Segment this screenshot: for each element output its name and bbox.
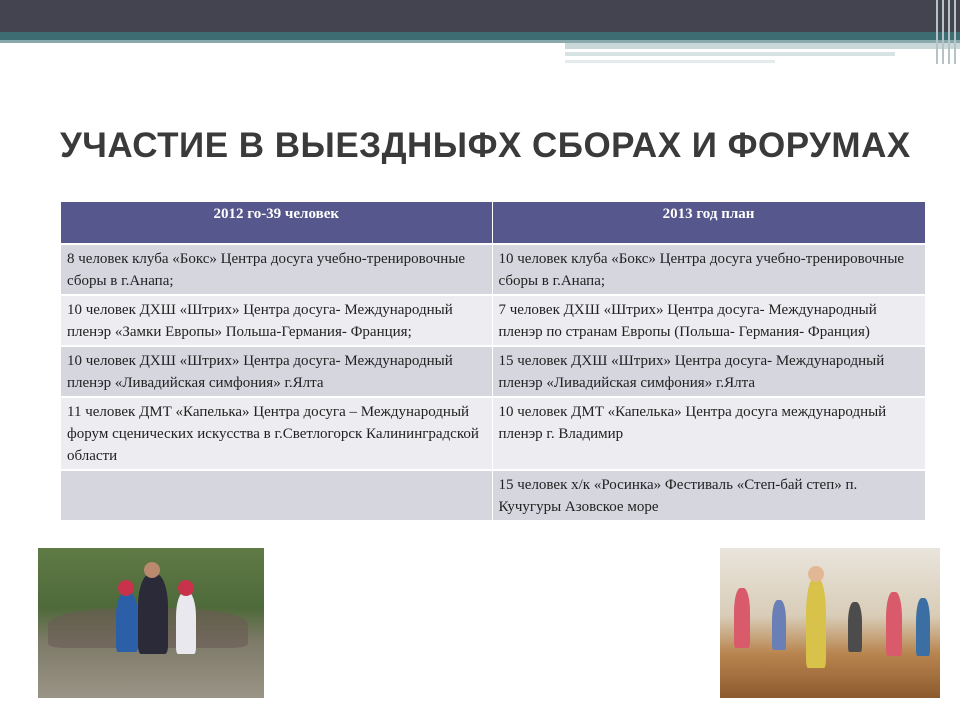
table-cell: 8 человек клуба «Бокс» Центра досуга учебно-тренировочные сборы в г.Анапа; xyxy=(61,244,492,295)
table-cell: 10 человек ДХШ «Штрих» Центра досуга- Международный пленэр «Ливадийская симфония» г.Ялта xyxy=(61,346,492,397)
table-cell: 15 человек ДХШ «Штрих» Центра досуга- Международный пленэр «Ливадийская симфония» г.Ялта xyxy=(492,346,925,397)
table-cell xyxy=(61,470,492,520)
header-2012: 2012 го-39 человек xyxy=(61,202,492,244)
decor-vertical-stripes xyxy=(920,0,960,64)
table-header-row xyxy=(61,202,925,244)
table-row xyxy=(61,470,925,520)
table-cell: 10 человек ДМТ «Капелька» Центра досуга международный пленэр г. Владимир xyxy=(492,397,925,470)
top-bar xyxy=(0,0,960,32)
accent-stripe xyxy=(0,32,960,40)
table-cell: 11 человек ДМТ «Капелька» Центра досуга – Международный форум сценических искусства в г.Светлогорск Калининградской области xyxy=(61,397,492,470)
table-row xyxy=(61,295,925,346)
decor-stripe xyxy=(565,43,960,49)
dance-photo xyxy=(720,548,940,698)
table-cell: 10 человек ДХШ «Штрих» Центра досуга- Международный пленэр «Замки Европы» Польша-Германия- Франция; xyxy=(61,295,492,346)
table-cell: 7 человек ДХШ «Штрих» Центра досуга- Международный пленэр по странам Европы (Польша- Германия- Франция) xyxy=(492,295,925,346)
decor-stripe xyxy=(565,52,895,56)
decor-stripe xyxy=(565,60,775,63)
header-2013: 2013 год план xyxy=(492,202,925,244)
slide-title: УЧАСТИЕ В ВЫЕЗДНЫФХ СБОРАХ И ФОРУМАХ xyxy=(60,126,911,165)
boxing-photo xyxy=(38,548,264,698)
participation-table xyxy=(61,202,926,520)
table-row xyxy=(61,346,925,397)
table-cell: 10 человек клуба «Бокс» Центра досуга учебно-тренировочные сборы в г.Анапа; xyxy=(492,244,925,295)
table-cell: 15 человек х/к «Росинка» Фестиваль «Степ-бай степ» п. Кучугуры Азовское море xyxy=(492,470,925,520)
table-row xyxy=(61,244,925,295)
table-row xyxy=(61,397,925,470)
